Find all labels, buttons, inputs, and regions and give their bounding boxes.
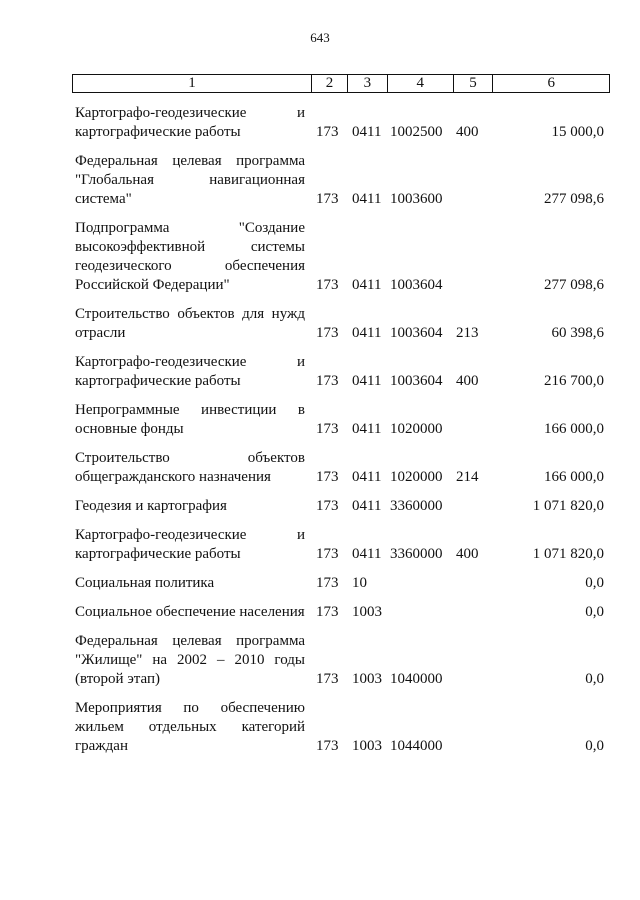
row-col-3: 0411 xyxy=(352,191,382,207)
header-col-1: 1 xyxy=(73,75,312,92)
row-name: Социальная политика xyxy=(75,575,215,591)
row-col-6: 277 098,6 xyxy=(544,191,604,207)
header-col-2: 2 xyxy=(312,75,348,92)
row-name: Картографо-геодезические и картографические работы xyxy=(75,527,305,562)
row-col-2: 173 xyxy=(316,325,339,341)
row-col-2: 173 xyxy=(316,277,339,293)
row-col-3: 0411 xyxy=(352,469,382,485)
row-col-4: 1003604 xyxy=(390,373,443,389)
table-row xyxy=(72,353,610,391)
row-col-4: 1020000 xyxy=(390,469,443,485)
table-row xyxy=(72,632,610,689)
row-col-6: 166 000,0 xyxy=(544,421,604,437)
row-col-2: 173 xyxy=(316,191,339,207)
row-col-2: 173 xyxy=(316,604,339,620)
row-col-4: 1003604 xyxy=(390,325,443,341)
row-col-4: 1002500 xyxy=(390,124,443,140)
table-row xyxy=(72,104,610,142)
table-row xyxy=(72,219,610,295)
row-col-4: 3360000 xyxy=(390,498,443,514)
row-name: Строительство объектов для нужд отрасли xyxy=(75,306,305,341)
row-name: Подпрограмма "Создание высокоэффективной системы геодезического обеспечения Российской Федерации" xyxy=(75,220,305,293)
row-col-2: 173 xyxy=(316,469,339,485)
row-col-3: 0411 xyxy=(352,546,382,562)
row-col-6: 1 071 820,0 xyxy=(532,498,604,514)
row-name: Федеральная целевая программа "Жилище" на 2002 – 2010 годы (второй этап) xyxy=(75,633,305,687)
row-name: Федеральная целевая программа "Глобальная навигационная система" xyxy=(75,153,305,207)
row-col-4: 1003600 xyxy=(390,191,443,207)
row-col-6: 0,0 xyxy=(585,604,604,620)
row-col-3: 1003 xyxy=(352,738,382,754)
row-col-5: 400 xyxy=(456,546,479,562)
row-col-6: 166 000,0 xyxy=(544,469,604,485)
table-row xyxy=(72,574,610,593)
row-col-4: 1003604 xyxy=(390,277,443,293)
row-name: Картографо-геодезические и картографические работы xyxy=(75,354,305,389)
row-col-6: 60 398,6 xyxy=(551,325,604,341)
row-col-4: 1044000 xyxy=(390,738,443,754)
row-name: Строительство объектов общегражданского назначения xyxy=(75,450,305,485)
header-col-3: 3 xyxy=(348,75,388,92)
row-name: Мероприятия по обеспечению жильем отдельных категорий граждан xyxy=(75,700,305,754)
row-col-2: 173 xyxy=(316,124,339,140)
row-col-3: 10 xyxy=(352,575,367,591)
table-row xyxy=(72,305,610,343)
row-name: Социальное обеспечение населения xyxy=(75,604,305,620)
row-col-3: 0411 xyxy=(352,373,382,389)
page-number: 643 xyxy=(310,30,330,45)
row-col-3: 0411 xyxy=(352,124,382,140)
row-col-2: 173 xyxy=(316,575,339,591)
row-name: Картографо-геодезические и картографические работы xyxy=(75,105,305,140)
budget-table xyxy=(72,74,610,766)
header-col-5: 5 xyxy=(454,75,494,92)
row-col-2: 173 xyxy=(316,373,339,389)
row-col-6: 0,0 xyxy=(585,671,604,687)
table-row xyxy=(72,699,610,756)
row-col-3: 1003 xyxy=(352,604,382,620)
row-col-4: 1020000 xyxy=(390,421,443,437)
table-row xyxy=(72,603,610,622)
header-col-4: 4 xyxy=(388,75,454,92)
row-col-6: 216 700,0 xyxy=(544,373,604,389)
row-col-5: 213 xyxy=(456,325,479,341)
row-col-2: 173 xyxy=(316,546,339,562)
row-col-2: 173 xyxy=(316,421,339,437)
table-row xyxy=(72,526,610,564)
row-col-6: 0,0 xyxy=(585,575,604,591)
row-name: Непрограммные инвестиции в основные фонды xyxy=(75,402,305,437)
row-col-2: 173 xyxy=(316,671,339,687)
row-col-6: 0,0 xyxy=(585,738,604,754)
row-col-3: 0411 xyxy=(352,325,382,341)
row-col-6: 15 000,0 xyxy=(551,124,604,140)
row-col-6: 1 071 820,0 xyxy=(532,546,604,562)
row-col-3: 1003 xyxy=(352,671,382,687)
row-col-3: 0411 xyxy=(352,421,382,437)
row-col-3: 0411 xyxy=(352,277,382,293)
row-col-3: 0411 xyxy=(352,498,382,514)
row-name: Геодезия и картография xyxy=(75,498,227,514)
row-col-2: 173 xyxy=(316,738,339,754)
row-col-5: 400 xyxy=(456,124,479,140)
table-header-row xyxy=(72,74,610,93)
table-row xyxy=(72,152,610,209)
header-col-6: 6 xyxy=(547,75,555,91)
table-row xyxy=(72,401,610,439)
row-col-4: 1040000 xyxy=(390,671,443,687)
row-col-6: 277 098,6 xyxy=(544,277,604,293)
row-col-4: 3360000 xyxy=(390,546,443,562)
row-col-5: 214 xyxy=(456,469,479,485)
table-row xyxy=(72,449,610,487)
table-body xyxy=(72,104,610,756)
table-row xyxy=(72,497,610,516)
row-col-5: 400 xyxy=(456,373,479,389)
row-col-2: 173 xyxy=(316,498,339,514)
